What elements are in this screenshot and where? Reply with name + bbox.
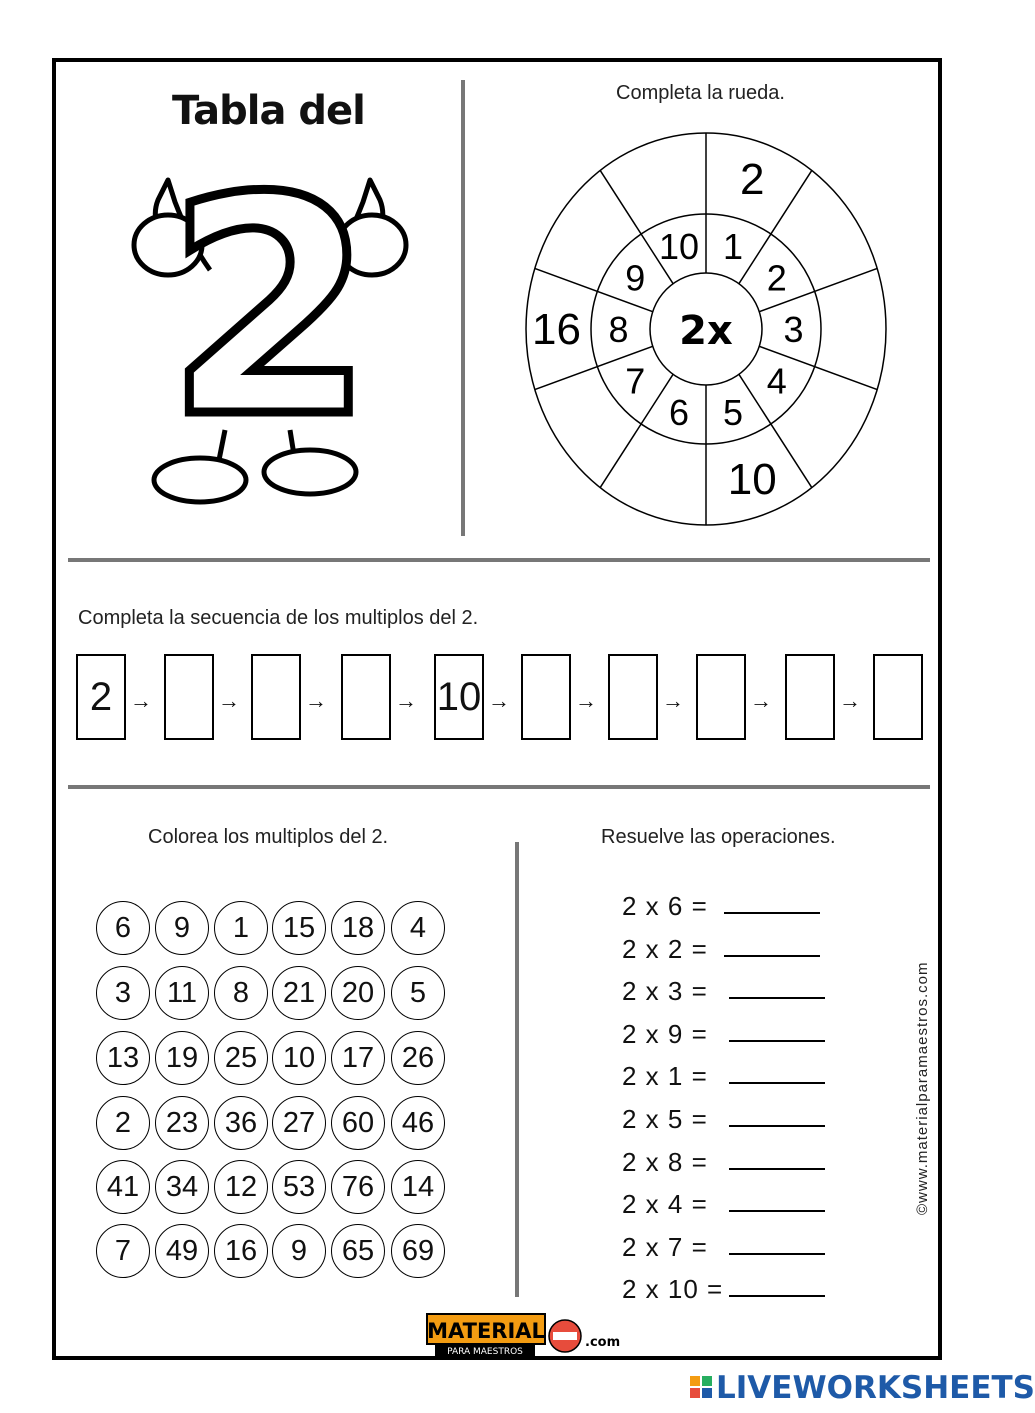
sequence-arrow-icon: → (395, 688, 417, 713)
number-circle[interactable]: 13 (96, 1031, 150, 1085)
wheel-outer-number: 10 (727, 454, 777, 504)
number-circle[interactable]: 53 (272, 1160, 326, 1214)
wheel-inner-number: 6 (668, 392, 689, 434)
answer-blank[interactable] (729, 1210, 825, 1212)
number-circle[interactable]: 7 (96, 1224, 150, 1278)
sequence-arrow-icon: → (662, 688, 684, 713)
answer-blank[interactable] (729, 1253, 825, 1255)
wheel-inner-number: 10 (658, 225, 699, 267)
number-circle[interactable]: 4 (391, 901, 445, 955)
sequence-box[interactable] (521, 654, 571, 740)
sequence-arrow-icon: → (839, 688, 861, 713)
sequence-box[interactable] (164, 654, 214, 740)
operations-instruction: Resuelve las operaciones. (601, 826, 836, 848)
number-circle[interactable]: 41 (96, 1160, 150, 1214)
sequence-box[interactable] (341, 654, 391, 740)
number-circle[interactable]: 17 (331, 1031, 385, 1085)
answer-blank[interactable] (729, 1295, 825, 1297)
sequence-box[interactable] (696, 654, 746, 740)
number-circle[interactable]: 8 (214, 966, 268, 1020)
wheel-inner-number: 8 (608, 309, 629, 350)
number-circle[interactable]: 6 (96, 901, 150, 955)
wheel-instruction: Completa la rueda. (616, 82, 785, 104)
number-circle[interactable]: 26 (391, 1031, 445, 1085)
number-circle[interactable]: 3 (96, 966, 150, 1020)
answer-blank[interactable] (724, 912, 820, 914)
logo-sub-text: PARA MAESTROS (447, 1347, 523, 1357)
divider-2 (68, 785, 930, 789)
liveworksheets-icon (690, 1376, 712, 1400)
sequence-arrow-icon: → (488, 688, 510, 713)
number-circle[interactable]: 9 (155, 901, 209, 955)
sequence-box[interactable]: 2 (76, 654, 126, 740)
operation-text: 2 x 7 = (622, 1231, 708, 1262)
wheel-outer-number: 16 (532, 305, 581, 354)
wheel-inner-number: 4 (766, 360, 787, 402)
wheel-inner-number: 7 (625, 360, 646, 402)
number-circle[interactable]: 69 (391, 1224, 445, 1278)
operation-text: 2 x 8 = (622, 1146, 708, 1177)
answer-blank[interactable] (729, 997, 825, 999)
sequence-arrow-icon: → (575, 688, 597, 713)
wheel-inner-number: 2 (766, 257, 787, 299)
coloring-instruction: Colorea los multiplos del 2. (148, 826, 389, 848)
sequence-box[interactable] (785, 654, 835, 740)
number-circle[interactable]: 12 (214, 1160, 268, 1214)
number-circle[interactable]: 34 (155, 1160, 209, 1214)
wheel-inner-number: 9 (625, 257, 646, 299)
logo-suffix-text: .com (585, 1335, 621, 1350)
sequence-arrow-icon: → (750, 688, 772, 713)
sequence-arrow-icon: → (130, 688, 152, 713)
page-title: Tabla del (172, 88, 365, 134)
answer-blank[interactable] (729, 1082, 825, 1084)
sequence-instruction: Completa la secuencia de los multiplos del 2. (78, 607, 479, 629)
bottom-vertical-divider (515, 842, 519, 1297)
wheel-inner-number: 5 (723, 392, 744, 434)
number-circle[interactable]: 76 (331, 1160, 385, 1214)
number-circle[interactable]: 2 (96, 1096, 150, 1150)
wheel-outer-number: 2 (739, 155, 765, 205)
sequence-arrow-icon: → (218, 688, 240, 713)
number-circle[interactable]: 20 (331, 966, 385, 1020)
sequence-box[interactable]: 10 (434, 654, 484, 740)
number-circle[interactable]: 14 (391, 1160, 445, 1214)
sequence-box[interactable] (251, 654, 301, 740)
operation-text: 2 x 10 = (622, 1274, 724, 1305)
number-circle[interactable]: 15 (272, 901, 326, 955)
multiplication-wheel (520, 128, 892, 530)
top-vertical-divider (461, 80, 465, 536)
number-circle[interactable]: 19 (155, 1031, 209, 1085)
divider-1 (68, 558, 930, 562)
number-circle[interactable]: 18 (331, 901, 385, 955)
number-circle[interactable]: 23 (155, 1096, 209, 1150)
answer-blank[interactable] (729, 1040, 825, 1042)
side-url-text: ©www.materialparamaestros.com (914, 961, 931, 1215)
number-circle[interactable]: 36 (214, 1096, 268, 1150)
wheel-inner-number: 1 (723, 225, 744, 267)
operation-text: 2 x 1 = (622, 1061, 708, 1092)
logo-main-text: MATERIAL (427, 1319, 545, 1343)
number-circle[interactable]: 60 (331, 1096, 385, 1150)
sequence-arrow-icon: → (305, 688, 327, 713)
operation-text: 2 x 4 = (622, 1189, 708, 1220)
big-two-glyph: 2 (165, 134, 375, 483)
operation-text: 2 x 3 = (622, 976, 708, 1007)
number-circle[interactable]: 65 (331, 1224, 385, 1278)
number-circle[interactable]: 11 (155, 966, 209, 1020)
number-circle[interactable]: 5 (391, 966, 445, 1020)
wheel-center-label: 2x (679, 308, 733, 354)
number-circle[interactable]: 27 (272, 1096, 326, 1150)
number-circle[interactable]: 49 (155, 1224, 209, 1278)
answer-blank[interactable] (724, 955, 820, 957)
number-circle[interactable]: 1 (214, 901, 268, 955)
material-para-maestros-logo (425, 1310, 621, 1360)
answer-blank[interactable] (729, 1168, 825, 1170)
number-circle[interactable]: 25 (214, 1031, 268, 1085)
operation-text: 2 x 9 = (622, 1018, 708, 1049)
answer-blank[interactable] (729, 1125, 825, 1127)
number-circle[interactable]: 16 (214, 1224, 268, 1278)
sequence-box[interactable] (608, 654, 658, 740)
number-circle[interactable]: 21 (272, 966, 326, 1020)
number-circle[interactable]: 10 (272, 1031, 326, 1085)
wheel-inner-number: 3 (783, 309, 804, 350)
number-circle[interactable]: 46 (391, 1096, 445, 1150)
liveworksheets-brand: LIVEWORKSHEETS (716, 1370, 1035, 1406)
sequence-box[interactable] (873, 654, 923, 740)
operation-text: 2 x 2 = (622, 933, 708, 964)
operation-text: 2 x 5 = (622, 1104, 708, 1134)
number-circle[interactable]: 9 (272, 1224, 326, 1278)
number-two-character-illustration (120, 134, 420, 520)
operation-text: 2 x 6 = (622, 891, 708, 921)
